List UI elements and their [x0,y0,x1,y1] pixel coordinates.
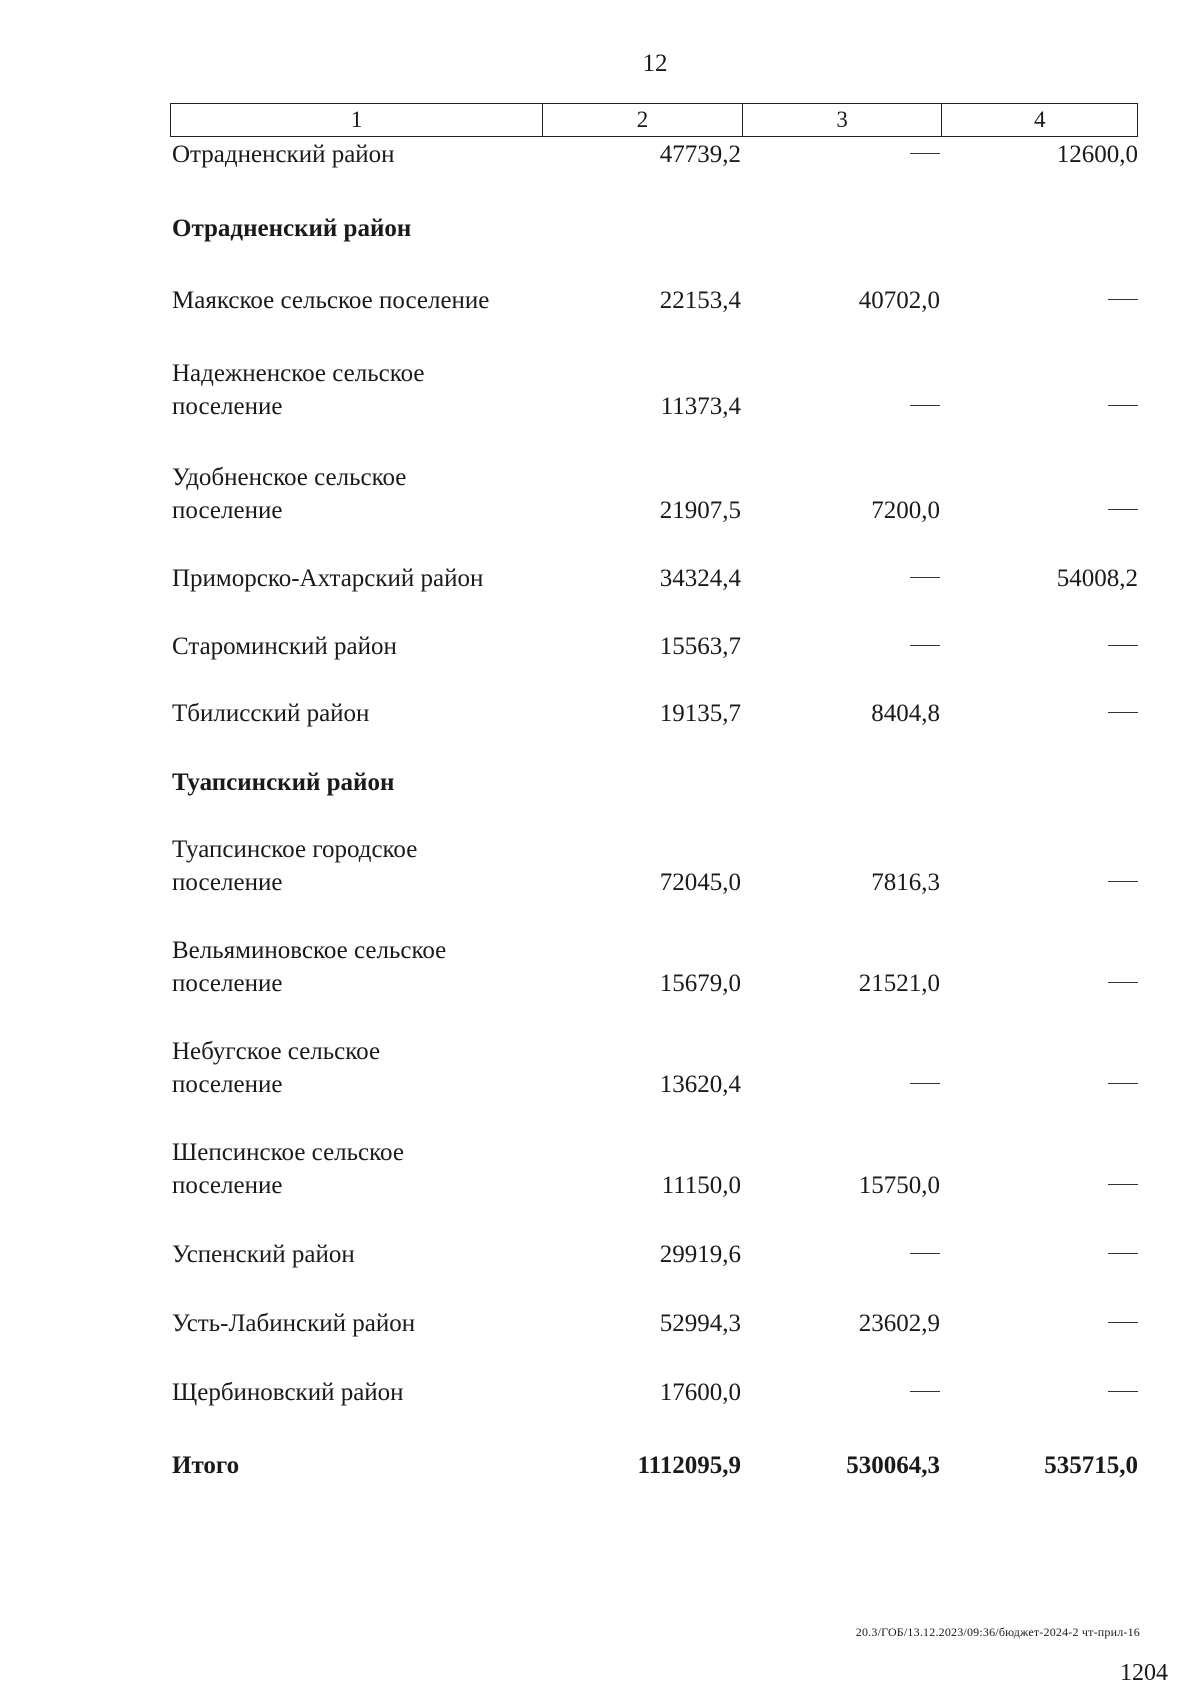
row-name: Приморско-Ахтарский район [172,565,484,592]
row-col-3 [910,562,940,595]
row-col-4 [1108,1068,1138,1101]
row-col-2: 13620,4 [659,1071,741,1098]
row-col-3 [910,1068,940,1101]
row-name: Небугское сельское поселение [172,1038,381,1098]
row-name: Щербиновский район [172,1379,404,1406]
sheet-number: 1204 [1120,1660,1168,1686]
row-col-2: 1112095,9 [637,1452,741,1479]
row-col-2: 22153,4 [659,287,741,314]
row-col-4: 54008,2 [1056,565,1138,592]
table-row [170,1238,1138,1271]
row-col-3: 23602,9 [858,1310,940,1337]
row-col-4 [1108,1169,1138,1202]
table-row [170,284,1138,317]
row-col-2: 17600,0 [659,1379,741,1406]
table-row [170,461,1138,527]
row-col-3: 15750,0 [858,1172,940,1199]
row-name: Отрадненский район [172,215,412,242]
row-col-4 [1108,1376,1138,1409]
row-name: Староминский район [172,633,397,660]
row-col-2: 47739,2 [659,141,741,168]
table-row [170,562,1138,595]
row-col-2: 21907,5 [659,497,741,524]
row-col-4: 12600,0 [1056,141,1138,168]
row-col-2: 19135,7 [659,700,741,727]
row-name: Вельяминовское сельское поселение [172,937,447,997]
table-header [170,103,1138,137]
row-name: Успенский район [172,1241,355,1268]
table-row [170,1035,1138,1101]
row-col-3 [910,630,940,663]
table-row [170,1136,1138,1202]
row-col-3 [910,1376,940,1409]
row-col-4 [1108,494,1138,527]
total-row [170,1449,1138,1482]
row-col-2: 11150,0 [661,1172,741,1199]
row-name: Усть-Лабинский район [172,1310,416,1337]
header-col-1: 1 [171,104,543,136]
row-col-2: 15679,0 [659,970,741,997]
table-row [170,1307,1138,1340]
table-row [170,1376,1138,1409]
row-col-4: 535715,0 [1044,1452,1138,1479]
header-col-4: 4 [1033,107,1046,132]
row-name: Надежненское сельское поселение [172,360,425,420]
table-row [170,833,1138,899]
table-row [170,212,1138,245]
row-name: Маякское сельское поселение [172,287,490,314]
row-col-3: 530064,3 [846,1452,940,1479]
row-name: Туапсинское городское поселение [172,836,418,896]
row-col-2: 72045,0 [659,869,741,896]
row-col-4 [1108,284,1138,317]
row-col-3: 7200,0 [871,497,940,524]
row-name: Туапсинский район [172,769,395,796]
table-row [170,138,1138,171]
row-col-3: 7816,3 [871,869,940,896]
row-col-4 [1108,390,1138,423]
row-col-4 [1108,1238,1138,1271]
document-registration-code: 20.3/ГОБ/13.12.2023/09:36/бюджет-2024-2 чт-прил-16 [855,1625,1140,1639]
table-row [170,357,1138,423]
row-col-4 [1108,1307,1138,1340]
header-col-2: 2 [543,104,743,136]
row-col-2: 34324,4 [659,565,741,592]
row-col-3: 40702,0 [858,287,940,314]
row-col-4 [1108,866,1138,899]
row-name: Шепсинское сельское поселение [172,1139,404,1199]
row-col-3 [910,390,940,423]
table-row [170,934,1138,1000]
row-col-3 [910,1238,940,1271]
row-col-4 [1108,967,1138,1000]
row-name: Удобненское сельское поселение [172,464,407,524]
row-name: Отрадненский район [172,141,395,168]
row-col-3: 21521,0 [858,970,940,997]
row-col-2: 29919,6 [659,1241,741,1268]
table-row [170,766,1138,799]
row-col-2: 11373,4 [660,393,741,420]
table-row [170,630,1138,663]
row-col-3 [910,138,940,171]
row-col-2: 15563,7 [659,633,741,660]
row-col-3: 8404,8 [871,700,940,727]
row-col-2: 52994,3 [659,1310,741,1337]
table-row [170,697,1138,730]
row-name: Тбилисский район [172,700,370,727]
row-name: Итого [172,1452,240,1479]
row-col-4 [1108,630,1138,663]
header-col-3: 3 [743,104,943,136]
page-number: 12 [642,50,668,77]
row-col-4 [1108,697,1138,730]
